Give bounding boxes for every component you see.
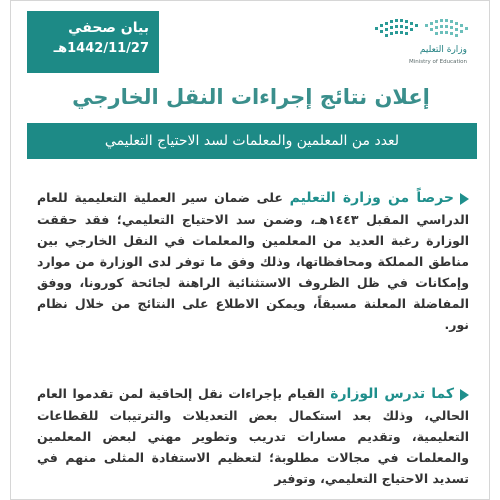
statement-title: بيان صحفي bbox=[68, 20, 149, 36]
statement-date: 1442/11/27هـ bbox=[53, 41, 149, 56]
paragraph-2 bbox=[37, 383, 469, 489]
paragraph-1-text: على ضمان سير العملية التعليمية للعام الدراسي المقبل ١٤٤٣هـ، وضمن سد الاحتياج التعليمي؛ فقد حققت الوزارة رغبة العديد من المعلمين والمعلمات في النقل الخارجي بين مناطق المملكة ومحافظاتها، وذلك وفق ما توفر لدى الوزارة من موارد وإمكانات في ظل الظروف الاستثنائية الراهنة لجائحة كورونا، ووفق المفاضلة المعلنة مسبقاً، ويمكن الاطلاع على النتائج من خلال نظام نور. bbox=[37, 190, 469, 332]
press-release-page bbox=[10, 0, 490, 500]
paragraph-1 bbox=[37, 187, 469, 335]
ministry-of-education-logo-icon bbox=[371, 17, 471, 41]
logo-name-english: Ministry of Education bbox=[408, 59, 467, 65]
ministry-logo bbox=[361, 15, 471, 75]
page-title: إعلان نتائج إجراءات النقل الخارجي bbox=[72, 85, 430, 109]
paragraph-1-lead: حرصاً من وزارة التعليم bbox=[289, 190, 454, 206]
paragraph-2-text: القيام بإجراءات نقل إلحاقية لمن تقدموا العام الحالي، وذلك بعد استكمال بعض التعديلات والترتيبات للقطاعات التعليمية، وتقديم مسارات تدريب وتطوير مهني لبعض المعلمين والمعلمات في مجالات مطلوبة؛ لتعظيم الاستفادة المثلى منهم في تسديد الاحتياج التعليمي، وتوفير bbox=[37, 386, 469, 486]
sub-title-banner: لعدد من المعلمين والمعلمات لسد الاحتياج التعليمي bbox=[27, 123, 477, 159]
arrow-bullet-icon bbox=[460, 389, 469, 401]
press-statement-badge bbox=[27, 11, 159, 73]
logo-name-arabic: وزارة التعليم bbox=[419, 45, 467, 55]
arrow-bullet-icon bbox=[460, 193, 469, 205]
paragraph-2-lead: كما تدرس الوزارة bbox=[330, 386, 454, 402]
